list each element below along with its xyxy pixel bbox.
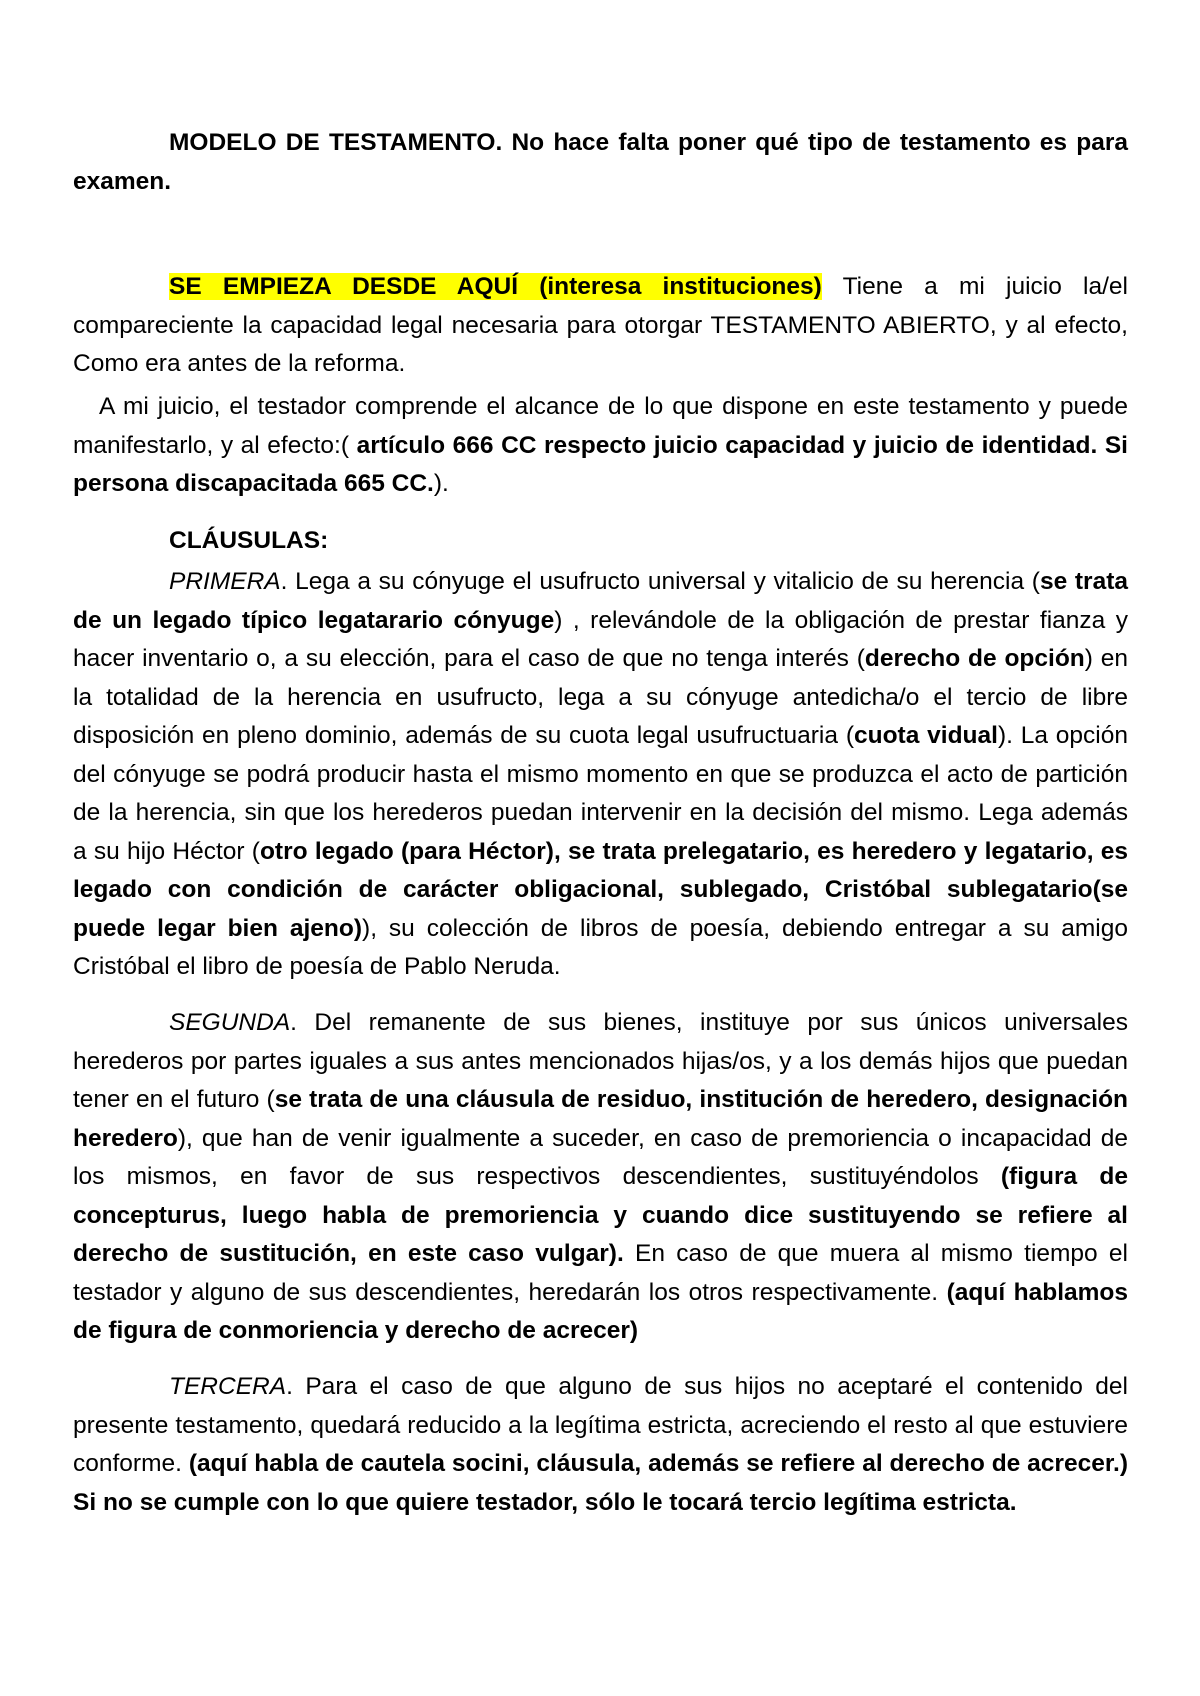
clause-second-note-1: se trata de una cláusula de residuo, institución de heredero, designación heredero xyxy=(73,1086,1128,1152)
title-note: No hace falta poner qué tipo de testamento es para examen. xyxy=(73,129,1128,195)
judgment-text: A mi juicio, el testador comprende el alcance de lo que dispone en este testamento y puede manifestarlo, y al efecto:( xyxy=(73,393,1128,459)
clauses-heading: CLÁUSULAS: xyxy=(169,527,329,554)
clause-first-text-1: . Lega a su cónyuge el usufructo universal y vitalicio de su herencia ( xyxy=(280,568,1040,595)
clause-first xyxy=(73,563,1128,987)
clause-first-label: PRIMERA xyxy=(169,568,281,595)
clause-second-note-3: (aquí hablamos de figura de conmoriencia y derecho de acrecer) xyxy=(73,1278,1128,1344)
title-heading: MODELO DE TESTAMENTO. xyxy=(169,129,503,156)
clause-second-text-2: ), que han de venir igualmente a suceder, en caso de premoriencia o incapacidad de los mismos, en favor de sus respectivos descendientes, sustituyéndolos xyxy=(73,1124,1128,1190)
clause-first-text-4: ). La opción del cónyuge se podrá producir hasta el mismo momento en que se produzca el acto de partición de la herencia, sin que los herederos puedan intervenir en la decisión del mismo. Lega además a su hijo Héctor ( xyxy=(73,722,1129,865)
document-title xyxy=(73,124,1128,201)
clause-second-text-3: En caso de que muera al mismo tiempo el testador y alguno de sus descendientes, heredarán los otros respectivamente. xyxy=(73,1240,1128,1306)
judgment-paragraph xyxy=(73,388,1128,504)
clause-first-text-2: ) , relevándole de la obligación de prestar fianza y hacer inventario o, a su elección, para el caso de que no tenga interés ( xyxy=(73,606,1128,672)
clause-first-note-1: se trata de un legado típico legatarario cónyuge xyxy=(73,568,1128,634)
clause-second-note-2: (figura de concepturus, luego habla de premoriencia y cuando dice sustituyendo se refiere al derecho de sustitución, en este caso vulgar). xyxy=(73,1163,1128,1267)
intro-paragraph xyxy=(73,268,1128,384)
clause-first-note-3: cuota vidual xyxy=(853,722,998,749)
clause-first-text-3: ) en la totalidad de la herencia en usufructo, lega a su cónyuge antedicha/o el tercio de libre disposición en pleno dominio, además de su cuota legal usufructuaria ( xyxy=(73,645,1128,749)
clause-second xyxy=(73,1004,1128,1351)
clause-third-note-1: (aquí habla de cautela socini, cláusula, además se refiere al derecho de acrecer.) Si no se cumple con lo que quiere testador, sólo le tocará tercio legítima estricta. xyxy=(73,1450,1128,1516)
clause-third-text-1: . Para el caso de que alguno de sus hijos no aceptaré el contenido del presente testamento, quedará reducido a la legítima estricta, acreciendo el resto al que estuviere conforme. xyxy=(73,1373,1128,1477)
judgment-bold-note: artículo 666 CC respecto juicio capacidad y juicio de identidad. Si persona discapacitada 665 CC. xyxy=(73,431,1128,497)
clause-first-note-2: derecho de opción xyxy=(864,645,1085,672)
clause-second-text-1: . Del remanente de sus bienes, instituye por sus únicos universales herederos por partes iguales a sus antes mencionados hijas/os, y a los demás hijos que puedan tener en el futuro ( xyxy=(73,1009,1128,1113)
start-here-highlight: SE EMPIEZA DESDE AQUÍ (interesa instituciones) xyxy=(169,273,822,300)
intro-text: Tiene a mi juicio la/el compareciente la capacidad legal necesaria para otorgar TESTAMENTO ABIERTO, y al efecto, Como era antes de la reforma. xyxy=(73,273,1128,377)
clause-third-label: TERCERA xyxy=(169,1373,287,1400)
clause-first-note-4: otro legado (para Héctor), se trata prelegatario, es heredero y legatario, es legado con condición de carácter obligacional, sublegado, Cristóbal sublegatario(se puede legar bien ajeno) xyxy=(73,837,1129,942)
clause-second-label: SEGUNDA xyxy=(169,1009,291,1036)
clause-first-text-5: ), su colección de libros de poesía, debiendo entregar a su amigo Cristóbal el libro de poesía de Pablo Neruda. xyxy=(73,914,1128,980)
judgment-end: ). xyxy=(433,470,449,497)
clause-third xyxy=(73,1368,1128,1522)
